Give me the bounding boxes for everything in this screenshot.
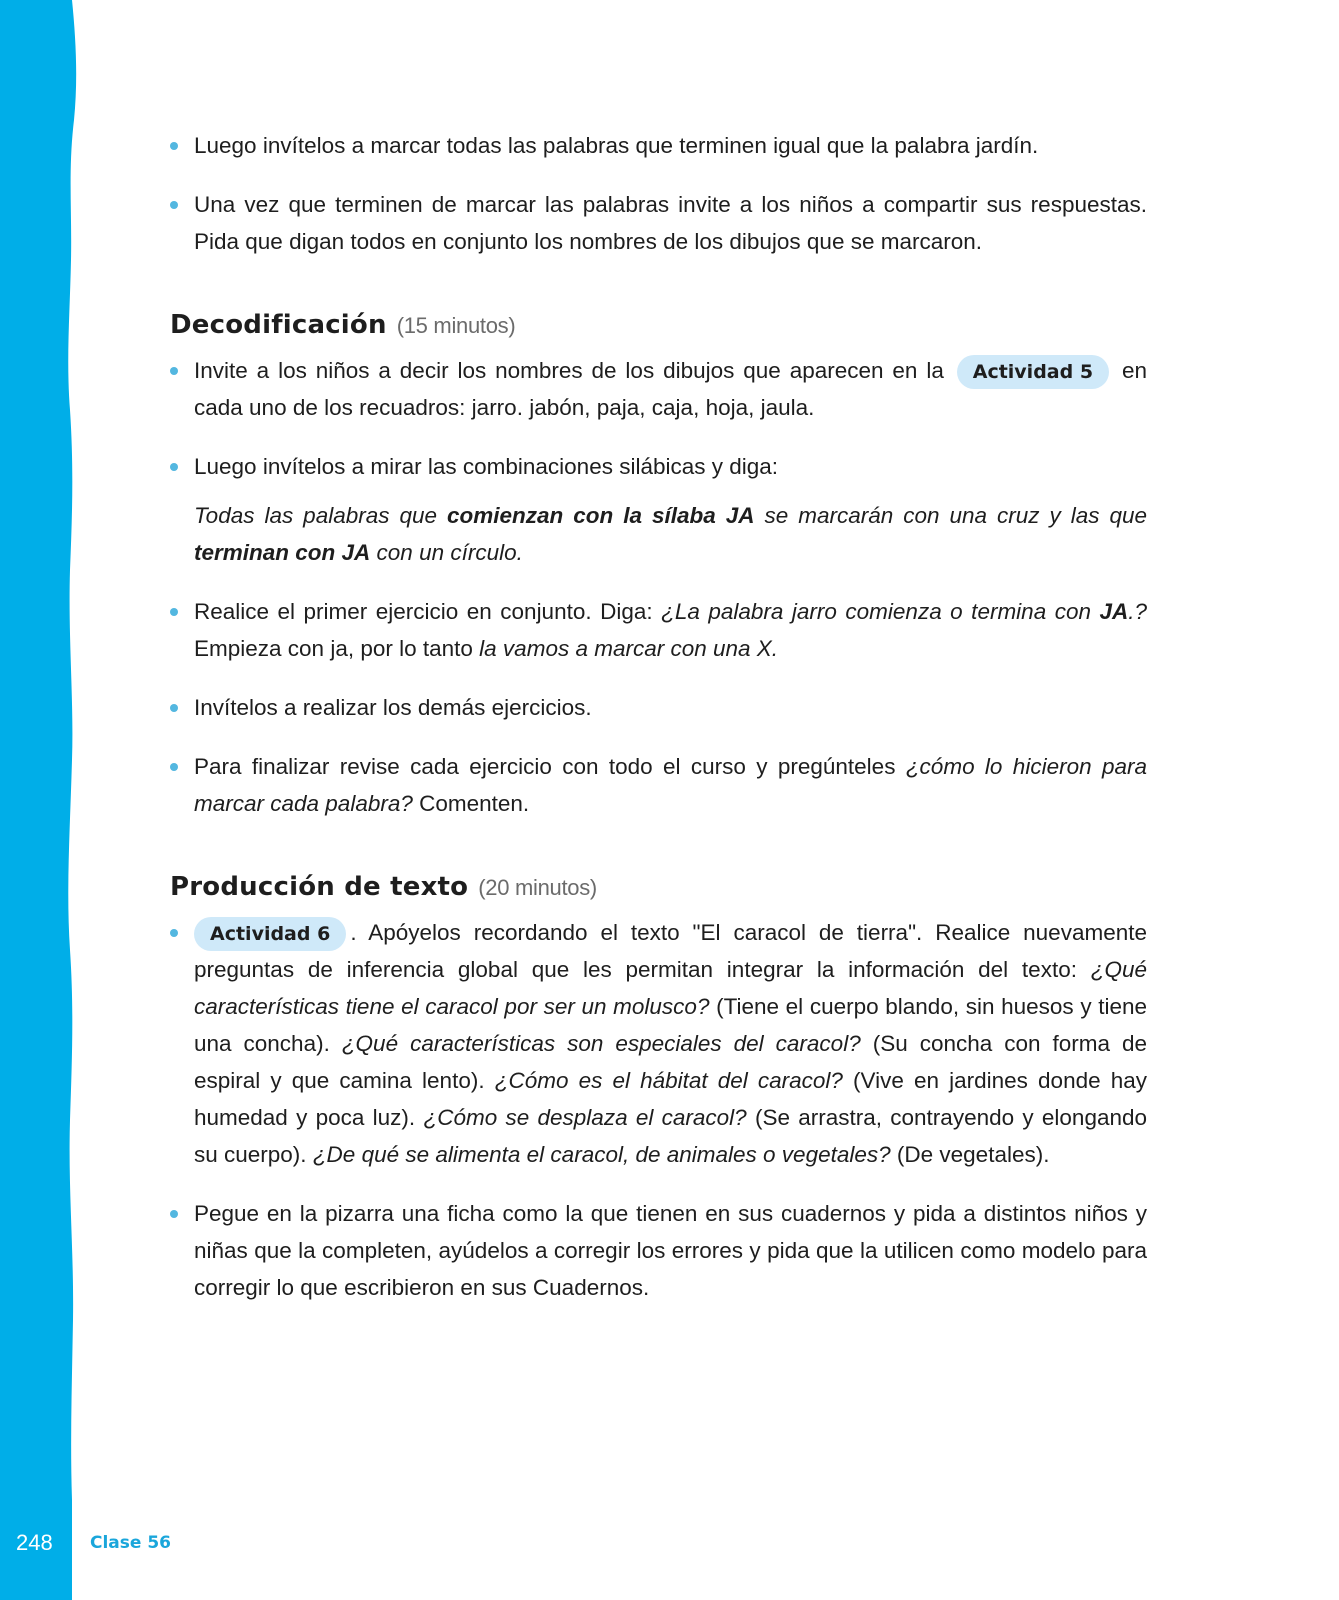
list-item: Para finalizar revise cada ejercicio con todo el curso y pregúnteles ¿cómo lo hicieron para marcar cada palabra? Comenten. [170,748,1147,822]
side-color-band [0,0,90,1600]
section-heading-produccion [170,872,1147,902]
list-item: Realice el primer ejercicio en conjunto. Diga: ¿La palabra jarro comienza o termina con JA.? Empieza con ja, por lo tanto la vamos a marcar con una X. [170,593,1147,667]
teacher-quote: Todas las palabras que comienzan con la sílaba JA se marcarán con una cruz y las que terminan con JA con un círculo. [194,503,1148,565]
list-item: Invítelos a realizar los demás ejercicios. [170,689,1147,726]
list-item: Luego invítelos a marcar todas las palabras que terminen igual que la palabra jardín. [170,127,1147,164]
list-item: Una vez que terminen de marcar las palabras invite a los niños a compartir sus respuestas. Pida que digan todos en conjunto los nombres de los dibujos que se marcaron. [170,186,1147,260]
page-number: 248 [16,1530,53,1555]
section-duration: (20 minutos) [478,875,597,900]
section-duration: (15 minutos) [396,313,516,338]
list-item: Invite a los niños a decir los nombres de los dibujos que aparecen en la Actividad 5 en cada uno de los recuadros: jarro. jabón, paja, caja, hoja, jaula. [170,352,1147,426]
class-label: Clase 56 [90,1533,171,1553]
activity-badge: Actividad 6 [194,917,346,951]
list-item: Actividad 6 . Apóyelos recordando el texto "El caracol de tierra". Realice nuevamente preguntas de inferencia global que les permitan integrar la información del texto: ¿Qué características tiene el caracol por ser un molusco? (Tiene el cuerpo blando, sin huesos y tiene una concha). ¿Qué características son especiales del caracol? (Su concha con forma de espiral y que camina lento). ¿Cómo es el hábitat del caracol? (Vive en jardines donde hay humedad y poca luz). ¿Cómo se desplaza el caracol? (Se arrastra, contrayendo y elongando su cuerpo). ¿De qué se alimenta el caracol, de animales o vegetales? (De vegetales). [170,914,1147,1173]
section-heading-decodificacion [170,310,1147,340]
list-item: Luego invítelos a mirar las combinaciones silábicas y diga: [170,448,1147,485]
list-item: Pegue en la pizarra una ficha como la que tienen en sus cuadernos y pida a distintos niños y niñas que la completen, ayúdelos a corregir los errores y pida que la utilicen como modelo para corregir lo que escribieron en sus Cuadernos. [170,1195,1147,1306]
section-title: Producción de texto [170,872,469,902]
activity-badge: Actividad 5 [957,355,1109,389]
page-content [170,127,1147,1328]
section-title: Decodificación [170,310,387,340]
